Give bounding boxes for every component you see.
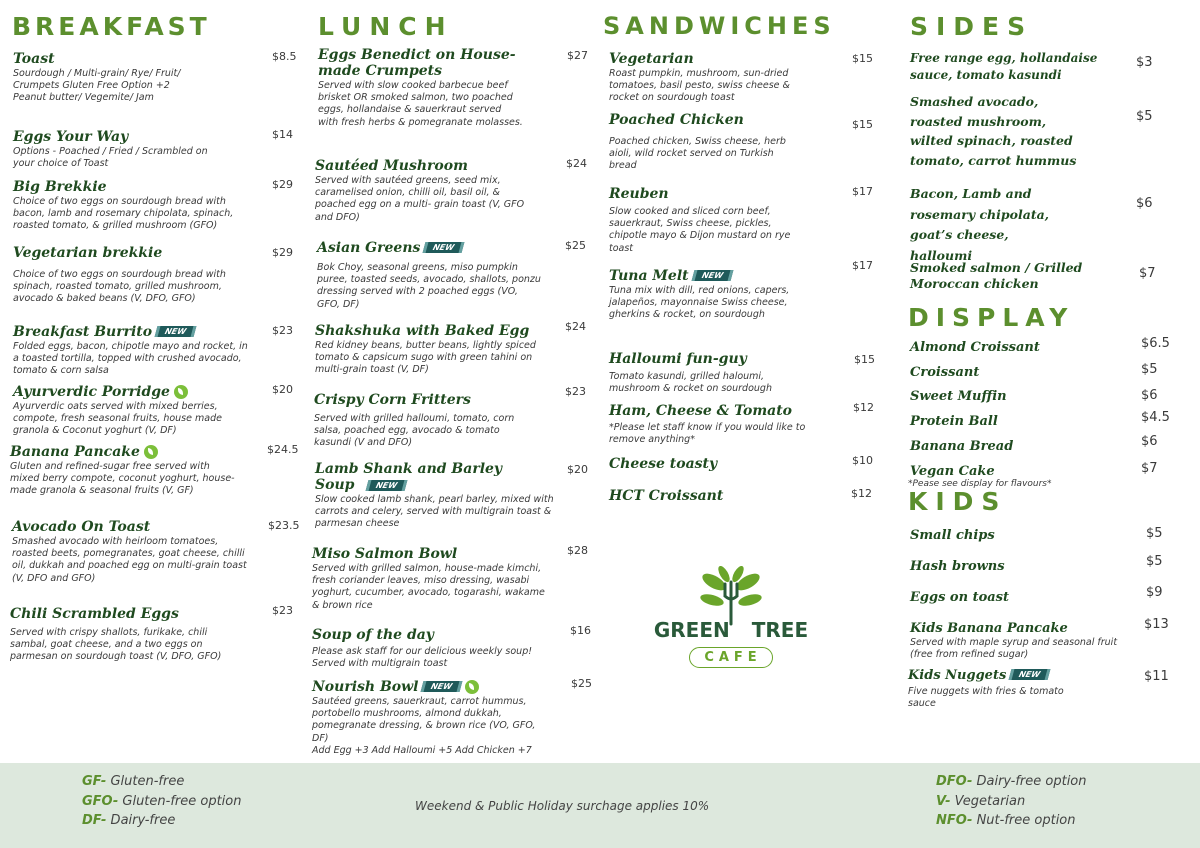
side-name: Smoked salmon / Grilled Moroccan chicken — [910, 260, 1083, 291]
dish-price: $15 — [852, 118, 873, 131]
menu-item — [609, 453, 824, 472]
dish-description: Smashed avocado with heirloom tomatoes, roasted beets, pomegranates, goat cheese, chilli oil, dukkah and poached egg on multi-grain toast (V, DFO and GFO) — [12, 536, 247, 584]
kids-item-name: Small chips — [910, 528, 995, 543]
kids-item-price: $5 — [1146, 526, 1163, 541]
new-badge: NEW — [366, 480, 408, 491]
dish-name: Avocado On Toast — [12, 519, 151, 535]
vegan-leaf-icon — [144, 445, 158, 459]
tree-fork-icon — [648, 566, 814, 626]
dish-price: $12 — [851, 487, 872, 500]
menu-item — [609, 109, 824, 173]
dish-description: Gluten and refined-sugar free served with mixed berry compote, coconut yoghurt, house- made granola & seasonal fruits (V, GF) — [10, 461, 235, 497]
dish-name: Toast — [13, 51, 55, 67]
dish-name: Big Brekkie — [13, 179, 107, 195]
kids-item-price: $5 — [1146, 554, 1163, 569]
legend-item: GFO- Gluten-free option — [82, 794, 242, 809]
menu-item — [13, 126, 248, 170]
display-note: *Pease see display for flavours* — [908, 479, 1052, 489]
dish-price: $23 — [565, 385, 586, 398]
menu-item — [314, 389, 529, 450]
heading-display: DISPLAY — [908, 303, 1075, 332]
display-item-price: $6 — [1141, 434, 1158, 449]
surcharge-note: Weekend & Public Holiday surchage applies 10% — [415, 799, 710, 813]
dish-description: Served with sautéed greens, seed mix, caramelised onion, chilli oil, basil oil, & poached egg on a multi- grain toast (V, GFO and DFO) — [315, 175, 525, 223]
dish-price: $24 — [566, 157, 587, 170]
dish-price: $24 — [565, 320, 586, 333]
dish-price: $14 — [272, 128, 293, 141]
menu-item — [609, 265, 824, 322]
menu-item — [315, 320, 550, 377]
logo-text-tree: TREE — [751, 618, 809, 642]
dish-name: Vegetarian brekkie — [13, 245, 163, 261]
menu-item — [13, 381, 238, 438]
side-name: Bacon, Lamb and rosemary chipolata, goat’s cheese, halloumi — [910, 186, 1050, 263]
menu-item — [315, 155, 530, 224]
heading-sandwiches: SANDWICHES — [603, 12, 836, 40]
dish-name: Ham, Cheese & Tomato — [609, 403, 793, 419]
dish-description: Choice of two eggs on sourdough bread with bacon, lamb and rosemary chipolata, spinach, roasted tomato, & grilled mushroom (GFO) — [13, 196, 234, 232]
menu-item — [318, 47, 543, 129]
menu-item — [910, 184, 1075, 266]
dish-name: Miso Salmon Bowl — [312, 546, 458, 562]
dish-price: $29 — [272, 246, 293, 259]
kids-item-name: Kids Banana Pancake — [910, 621, 1068, 636]
side-price: $7 — [1139, 266, 1156, 281]
dish-name: Soup of the day — [312, 627, 434, 643]
dish-name: Tuna Melt — [609, 268, 689, 284]
menu-item — [609, 183, 824, 255]
dish-description: Options - Poached / Fried / Scrambled on your choice of Toast — [13, 146, 208, 170]
display-item-name: Vegan Cake — [910, 464, 995, 479]
dish-price: $25 — [571, 677, 592, 690]
new-badge: NEW — [421, 681, 463, 692]
menu-item — [312, 543, 547, 612]
kids-item-name: Eggs on toast — [910, 590, 1010, 605]
heading-kids: KIDS — [908, 487, 1008, 516]
menu-item — [609, 485, 824, 504]
dish-name: Crispy Corn Fritters — [314, 392, 471, 408]
logo-text-green: GREEN — [653, 618, 730, 642]
footer-legend-bar — [0, 763, 1200, 848]
dish-name: Nourish Bowl — [312, 679, 419, 695]
dish-price: $28 — [567, 544, 588, 557]
kids-item-price: $9 — [1146, 585, 1163, 600]
menu-item — [910, 617, 1125, 661]
dish-description: Served with grilled salmon, house-made kimchi, fresh coriander leaves, miso dressing, wasabi yoghurt, cucumber, avocado, togarashi, wakame & brown rice — [312, 563, 545, 611]
dish-description: Served with crispy shallots, furikake, chili sambal, goat cheese, and a two eggs on parmesan on sourdough toast (V, DFO, GFO) — [10, 627, 222, 663]
new-badge: NEW — [1009, 669, 1051, 680]
dish-name: Reuben — [609, 186, 669, 202]
legend-item: GF- Gluten-free — [82, 774, 185, 789]
menu-item — [609, 48, 824, 105]
dish-name: Asian Greens — [317, 240, 421, 256]
display-item-price: $6 — [1141, 388, 1158, 403]
dish-description: Bok Choy, seasonal greens, miso pumpkin puree, toasted seeds, avocado, shallots, ponzu dressing served with 2 poached eggs (VO, GFO, DF) — [317, 262, 541, 310]
dish-name: Ayurverdic Porridge — [13, 384, 170, 400]
dish-name: Vegetarian — [609, 51, 694, 67]
display-item-name: Croissant — [910, 365, 980, 380]
dish-price: $25 — [565, 239, 586, 252]
kids-item-description: Served with maple syrup and seasonal fruit (free from refined sugar) — [910, 637, 1118, 661]
display-item-name: Banana Bread — [910, 439, 1014, 454]
dish-price: $23 — [272, 604, 293, 617]
menu-item — [12, 516, 247, 585]
new-badge: NEW — [155, 326, 197, 337]
dish-price: $23 — [272, 324, 293, 337]
display-item-name: Sweet Muffin — [910, 389, 1007, 404]
side-price: $6 — [1136, 196, 1153, 211]
dish-description: Red kidney beans, butter beans, lightly spiced tomato & capsicum sugo with green tahini on multi-grain toast (V, DF) — [315, 340, 536, 376]
dish-description: Ayurverdic oats served with mixed berries, compote, fresh seasonal fruits, house made granola & Coconut yoghurt (V, DF) — [13, 401, 222, 437]
dish-name: Poached Chicken — [609, 112, 744, 128]
dish-description: Roast pumpkin, mushroom, sun-dried tomatoes, basil pesto, swiss cheese & rocket on sourdough toast — [609, 68, 790, 104]
dish-description: Served with grilled halloumi, tomato, corn salsa, poached egg, avocado & tomato kasundi (V and DFO) — [314, 413, 515, 449]
menu-item — [312, 676, 557, 757]
menu-item — [13, 176, 258, 233]
legend-item: V- Vegetarian — [936, 794, 1026, 809]
side-price: $5 — [1136, 109, 1153, 124]
dish-name: Chili Scrambled Eggs — [10, 606, 179, 622]
dish-addons: Add Egg +3 Add Halloumi +5 Add Chicken +7 — [312, 744, 532, 756]
display-item-price: $7 — [1141, 461, 1158, 476]
kids-item-name: Hash browns — [910, 559, 1005, 574]
dish-name: HCT Croissant — [609, 488, 724, 504]
side-name: Free range egg, hollandaise sauce, tomato kasundi — [910, 51, 1098, 82]
menu-item — [13, 321, 253, 378]
dish-description: Poached chicken, Swiss cheese, herb aioli, wild rocket served on Turkish bread — [609, 136, 786, 172]
kids-item-price: $13 — [1144, 617, 1169, 632]
dish-price: $15 — [854, 353, 875, 366]
dish-price: $8.5 — [272, 50, 297, 63]
dish-description: Folded eggs, bacon, chipotle mayo and rocket, in a toasted tortilla, topped with crushed avocado, tomato & corn salsa — [13, 341, 248, 377]
dish-price: $17 — [852, 259, 873, 272]
dish-name: Eggs Your Way — [13, 129, 129, 145]
menu-item — [609, 400, 824, 446]
dish-name: Lamb Shank and Barley Soup — [315, 461, 503, 493]
dish-price: $29 — [272, 178, 293, 191]
legend-item: DFO- Dairy-free option — [936, 774, 1087, 789]
dish-description: Choice of two eggs on sourdough bread with spinach, roasted tomato, grilled mushroom, avocado & baked beans (V, DFO, GFO) — [13, 269, 226, 305]
heading-sides: SIDES — [910, 12, 1034, 41]
side-name: Smashed avocado, roasted mushroom, wilted spinach, roasted tomato, carrot hummus — [910, 94, 1077, 168]
dish-description: Slow cooked lamb shank, pearl barley, mixed with carrots and celery, served with multigrain toast & parmesan cheese — [315, 494, 554, 530]
legend-item: DF- Dairy-free — [82, 813, 176, 828]
heading-lunch: LUNCH — [318, 12, 454, 41]
menu-item — [312, 624, 542, 670]
dish-description: Sautéed greens, sauerkraut, carrot hummus, portobello mushrooms, almond dukkah, pomegranate dressing, & brown rice (VO, GFO, DF) — [312, 696, 536, 744]
legend-item: NFO- Nut-free option — [936, 813, 1076, 828]
dish-price: $27 — [567, 49, 588, 62]
display-item-price: $6.5 — [1141, 336, 1170, 351]
dish-name: Cheese toasty — [609, 456, 718, 472]
dish-price: $17 — [852, 185, 873, 198]
heading-breakfast: BREAKFAST — [12, 12, 211, 41]
new-badge: NEW — [423, 242, 465, 253]
dish-description: Served with slow cooked barbecue beef brisket OR smoked salmon, two poached eggs, hollandaise & sauerkraut served with fresh herbs & pomegranate molasses. — [318, 80, 523, 128]
dish-name: Halloumi fun-guy — [609, 351, 747, 367]
vegan-leaf-icon — [465, 680, 479, 694]
vegan-leaf-icon — [174, 385, 188, 399]
display-item-price: $4.5 — [1141, 410, 1170, 425]
dish-price: $23.5 — [268, 519, 300, 532]
menu-item — [13, 242, 238, 306]
menu-item — [609, 348, 809, 395]
kids-item-description: Five nuggets with fries & tomato sauce — [908, 686, 1064, 710]
dish-price: $20 — [272, 383, 293, 396]
dish-name: Breakfast Burrito — [13, 324, 153, 340]
display-item-name: Protein Ball — [910, 414, 998, 429]
dish-name: Eggs Benedict on House-made Crumpets — [318, 47, 516, 79]
menu-item — [10, 441, 235, 498]
menu-item — [908, 664, 1123, 710]
dish-description: Tuna mix with dill, red onions, capers, jalapeños, mayonnaise Swiss cheese, gherkins & rocket, on sourdough — [609, 285, 790, 321]
dish-price: $12 — [853, 401, 874, 414]
dish-description: Please ask staff for our delicious weekly soup! Served with multigrain toast — [312, 646, 533, 670]
side-price: $3 — [1136, 55, 1153, 70]
display-item-name: Almond Croissant — [910, 340, 1040, 355]
kids-item-price: $11 — [1144, 669, 1169, 684]
dish-price: $20 — [567, 463, 588, 476]
dish-name: Banana Pancake — [10, 444, 140, 460]
kids-item-name: Kids Nuggets — [908, 668, 1007, 683]
menu-item — [910, 92, 1080, 170]
logo-text-cafe: CAFE — [689, 647, 772, 668]
dish-price: $15 — [852, 52, 873, 65]
menu-item — [910, 50, 1110, 84]
dish-description: Sourdough / Multi-grain/ Rye/ Fruit/ Crumpets Gluten Free Option +2 Peanut butter/ Vegemite/ Jam — [13, 68, 181, 104]
menu-item — [10, 603, 235, 664]
dish-description: *Please let staff know if you would like to remove anything* — [609, 422, 806, 446]
dish-price: $10 — [852, 454, 873, 467]
dish-description: Slow cooked and sliced corn beef, sauerkraut, Swiss cheese, pickles, chipotle mayo & Dijon mustard on rye toast — [609, 206, 791, 254]
dish-price: $24.5 — [267, 443, 299, 456]
menu-item — [317, 237, 552, 311]
new-badge: NEW — [691, 270, 733, 281]
dish-name: Sautéed Mushroom — [315, 158, 468, 174]
display-item-price: $5 — [1141, 362, 1158, 377]
dish-name: Shakshuka with Baked Egg — [315, 323, 530, 339]
dish-description: Tomato kasundi, grilled haloumi, mushroom & rocket on sourdough — [609, 371, 772, 395]
cafe-logo — [648, 566, 814, 678]
menu-item — [315, 461, 560, 531]
menu-item — [13, 48, 248, 105]
dish-price: $16 — [570, 624, 591, 637]
menu-item — [910, 260, 1105, 292]
